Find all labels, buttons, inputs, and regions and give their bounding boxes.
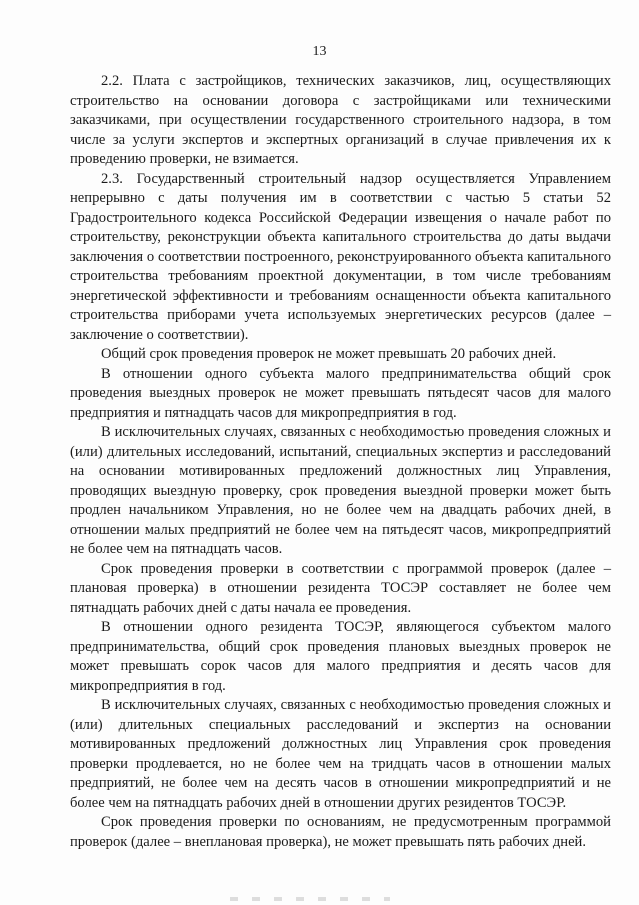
paragraph-extension: В исключительных случаях, связанных с необходимостью проведения сложных и (или) длительных исследований, испытаний, специальных экспертиз и расследований на основании мотивированных предложений должностных лиц Управления, проводящих выездную проверку, срок проведения выездной проверки может быть продлен начальником Управления, но не более чем на двадцать рабочих дней, в отношении малых предприятий не более чем на пятьдесят часов, микропредприятий не более чем на пятнадцать часов. — [70, 424, 611, 557]
paragraph-unplanned-check: Срок проведения проверки по основаниям, не предусмотренным программой проверок (далее – внеплановая проверка), не может превышать пять рабочих дней. — [70, 814, 611, 850]
paragraph-total-term: Общий срок проведения проверок не может превышать 20 рабочих дней. — [101, 346, 557, 362]
paragraph-tosear-small-business: В отношении одного резидента ТОСЭР, являющегося субъектом малого предпринимательства, общий срок проведения плановых выездных проверок не может превышать сорок часов для малого предприятия и десять часов для микропредприятия в год. — [70, 619, 611, 694]
paragraph-small-business-term: В отношении одного субъекта малого предпринимательства общий срок проведения выездных проверок не может превышать пятьдесят часов для малого предприятия и пятнадцать часов для микропредприятия в год. — [70, 365, 611, 421]
paragraph-2-3: 2.3. Государственный строительный надзор осуществляется Управлением непрерывно с даты получения им в соответствии с частью 5 статьи 52 Градостроительного кодекса Российской Федерации извещения о начале работ по строительству, реконструкции объекта капитального строительства до даты выдачи заключения о соответствии построенного, реконструированного объекта капитального строительства требованиям проектной документации, в том числе требованиям энергетической эффективности и требованиям оснащенности объекта капитального строительства приборами учета используемых энергетических ресурсов (далее – заключение о соответствии). — [70, 170, 611, 343]
paragraph-tosear-extension: В исключительных случаях, связанных с необходимостью проведения сложных и (или) длительных специальных расследований и экспертиз на основании мотивированных предложений должностных лиц Управления срок проведения проверки продлевается, но не более чем на тридцать часов в отношении малых предприятий, не более чем на десять часов в отношении микропредприятий и не более чем на пятнадцать рабочих дней в отношении других резидентов ТОСЭР. — [70, 697, 611, 811]
document-body — [70, 72, 611, 852]
paragraph-2-2: 2.2. Плата с застройщиков, технических заказчиков, лиц, осуществляющих строительство на основании договора с застройщиками или техническими заказчиками, при осуществлении государственного строительного надзора, в том числе за услуги экспертов и экспертных организаций в случае привлечения их к проведению проверки, не взимается. — [70, 73, 611, 167]
scan-artifact — [230, 897, 390, 901]
paragraph-planned-check: Срок проведения проверки в соответствии с программой проверок (далее – плановая проверка) в отношении резидента ТОСЭР составляет не более чем пятнадцать рабочих дней с даты начала ее проведения. — [70, 560, 611, 616]
page-number: 13 — [312, 44, 327, 59]
